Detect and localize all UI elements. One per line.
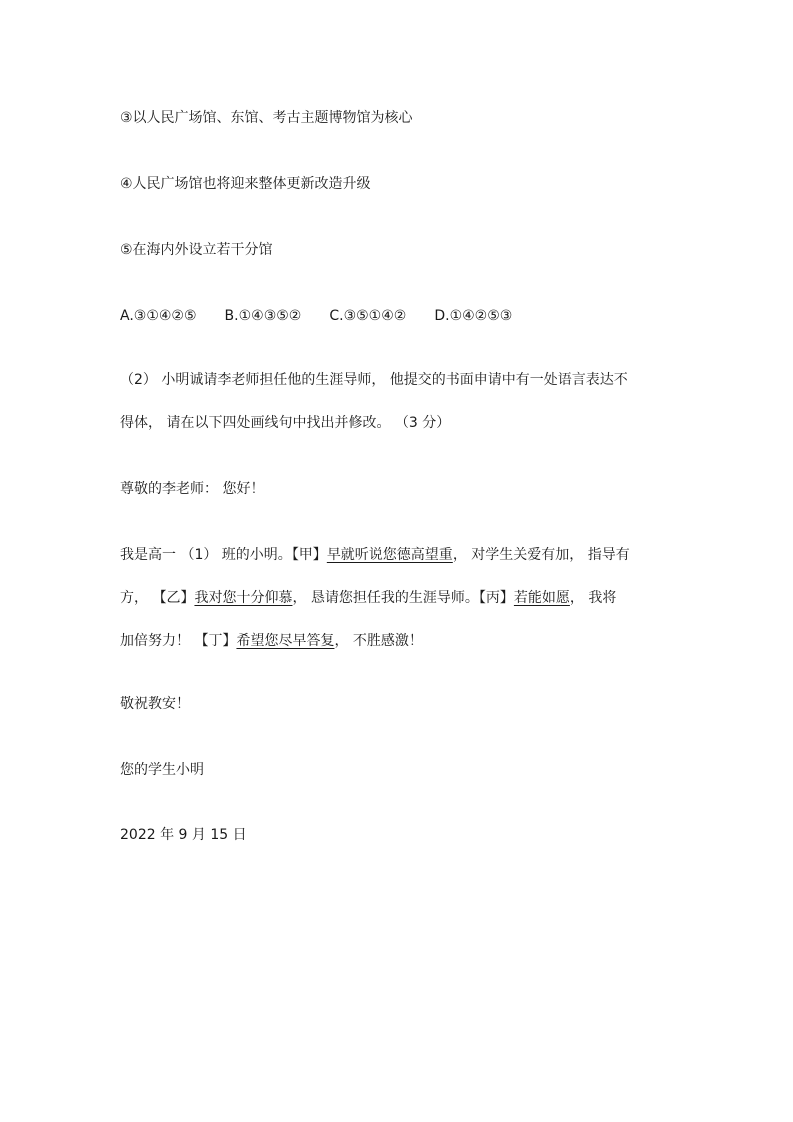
letter-text: ， 对学生关爱有加， 指导有	[452, 547, 630, 563]
letter-text: 加倍努力！	[120, 633, 195, 649]
option-c: C.③⑤①④②	[329, 308, 407, 324]
option-a: A.③①④②⑤	[120, 308, 197, 324]
underlined-sentence-yi: 我对您十分仰慕	[194, 590, 293, 606]
list-item: ⑤在海内外设立若干分馆	[120, 242, 273, 258]
option-d: D.①④②⑤③	[434, 308, 513, 324]
letter-date: 2022 年 9 月 15 日	[120, 827, 247, 843]
letter-paragraph-line-2	[120, 588, 616, 608]
sentence-tag: 【甲】	[291, 547, 327, 563]
letter-text: ， 我将	[569, 590, 617, 606]
sentence-tag: 【乙】	[152, 590, 195, 606]
letter-paragraph-line-3	[120, 631, 423, 651]
letter-text: 我是高一 （1） 班的小明。	[120, 547, 292, 563]
sentence-tag: 【丙】	[478, 590, 514, 606]
list-item: ④人民广场馆也将迎来整体更新改造升级	[120, 176, 371, 192]
letter-closing: 敬祝教安！	[120, 696, 190, 712]
option-b: B.①④③⑤②	[224, 308, 302, 324]
question-text-line-1: （2） 小明诚请李老师担任他的生涯导师， 他提交的书面申请中有一处语言表达不	[120, 372, 628, 388]
list-item: ③以人民广场馆、东馆、考古主题博物馆为核心	[120, 110, 413, 126]
question-text-line-2: 得体， 请在以下四处画线句中找出并修改。 （3 分）	[120, 415, 451, 431]
letter-text: ， 不胜感激！	[334, 633, 423, 649]
underlined-sentence-bing: 若能如愿	[513, 590, 570, 606]
underlined-sentence-jia: 早就听说您德高望重	[326, 547, 453, 563]
letter-salutation: 尊敬的李老师： 您好！	[120, 481, 265, 497]
answer-options	[120, 306, 512, 326]
letter-text: ， 恳请您担任我的生涯导师。	[292, 590, 479, 606]
letter-paragraph-line-1	[120, 545, 630, 565]
sentence-tag: 【丁】	[194, 633, 237, 649]
letter-signature: 您的学生小明	[120, 762, 204, 778]
underlined-sentence-ding: 希望您尽早答复	[236, 633, 335, 649]
letter-text: 方，	[120, 590, 153, 606]
